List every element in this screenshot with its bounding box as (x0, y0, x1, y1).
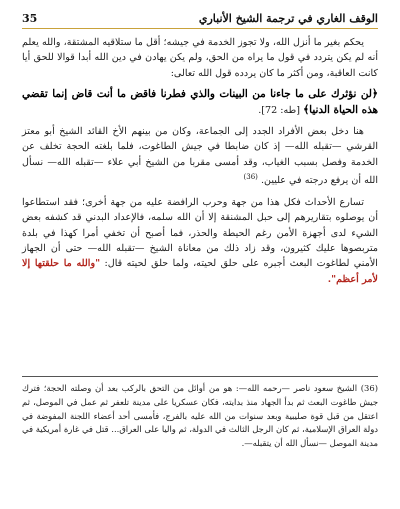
quran-verse (22, 87, 378, 118)
paragraph-2-text: هنا دخل بعض الأفراد الجدد إلى الجماعة، وكان من بينهم الأخ القائد الشيخ أبو معتز القرشي —تقبله الله— إذ كان ضابطا في جيش الطاغوت، فلما بلغته الحجة تخلف عن الخدمة وفصل بسبب الغياب، وقد أمسى مقربا من الشيخ أبي علاء —تقبله الله— نسأل الله أن يرفع درجته في عليين. (22, 126, 378, 187)
footnote-separator (22, 376, 378, 377)
paragraph-3 (22, 195, 378, 287)
highlighted-quote: "والله ما حلقتها إلا لأمر أعظم". (22, 258, 378, 285)
body-text (22, 35, 378, 287)
page-number: 35 (22, 11, 38, 25)
running-title: الوقف الغاري في ترجمة الشيخ الأنباري (198, 11, 378, 25)
paragraph-3-text: تسارع الأحداث فكل هذا من جهة وحرب الرافضة عليه من جهة أخرى؛ فقد استطاعوا أن يوصلوه بتقاريرهم إلى حبل المشنقة إلا أن الله سلمه، فالإعداد البدني قد كشفه بعض الشيء لدى أجهزة الأمن رغم الحيطة والحذر، فما أصبح أن تخفي أمرا كهذا في بلدة متربصوها عليك كثيرون، وقد زاد ذلك من معاناة الشيخ —تقبله الله— حتى أن الجهاز الأمني لطاغوت البعث أجبره على حلق لحيته، ولما حلق لحيته قال: (22, 196, 378, 270)
page-header (22, 8, 378, 29)
paragraph-1: يحكم بغير ما أنزل الله، ولا تجوز الخدمة في جيشه؛ أقل ما ستلاقيه المشتقة، والله يعلم أنه لم يكن يتردد في قول ما يراه من الحق، ولم يكن يهادن في دين الله أبدا قوالا للحق أيا كانت العاقبة، ومن أكثر ما كان يردده قول الله تعالى: (22, 37, 378, 79)
footnote: (36) الشيخ سعود ناصر —رحمه الله—: هو من أوائل من التحق بالركب بعد أن وصلته الحجة؛ فترك جيش طاغوت البعث ثم بدأ الجهاد منذ بدايته، فكان عسكريا على مدينة تلعفر ثم عمل في الموصل، ثم اعتقل من قبل قوة صليبية وبعد سنوات من الله عليه بالفرج، فأمسى أحد أعضاء اللجنة المفوضة في دولة العراق الإسلامية، ثم كان الرجل الثالث في الدولة، ثم واليا على العراق... قتل في غارة أمريكية في مدينة الموصل —نسأل الله أن يتقبله—. (22, 383, 378, 449)
paragraph-2 (22, 124, 378, 189)
quran-reference: [طه: 72]. (258, 104, 301, 116)
footnote-marker: (36) (243, 173, 258, 182)
quran-text: ﴿لن نؤثرك على ما جاءنا من البينات والذي فطرنا فاقض ما أنت قاض إنما تقضي هذه الحياة الدنيا﴾ (22, 88, 378, 116)
